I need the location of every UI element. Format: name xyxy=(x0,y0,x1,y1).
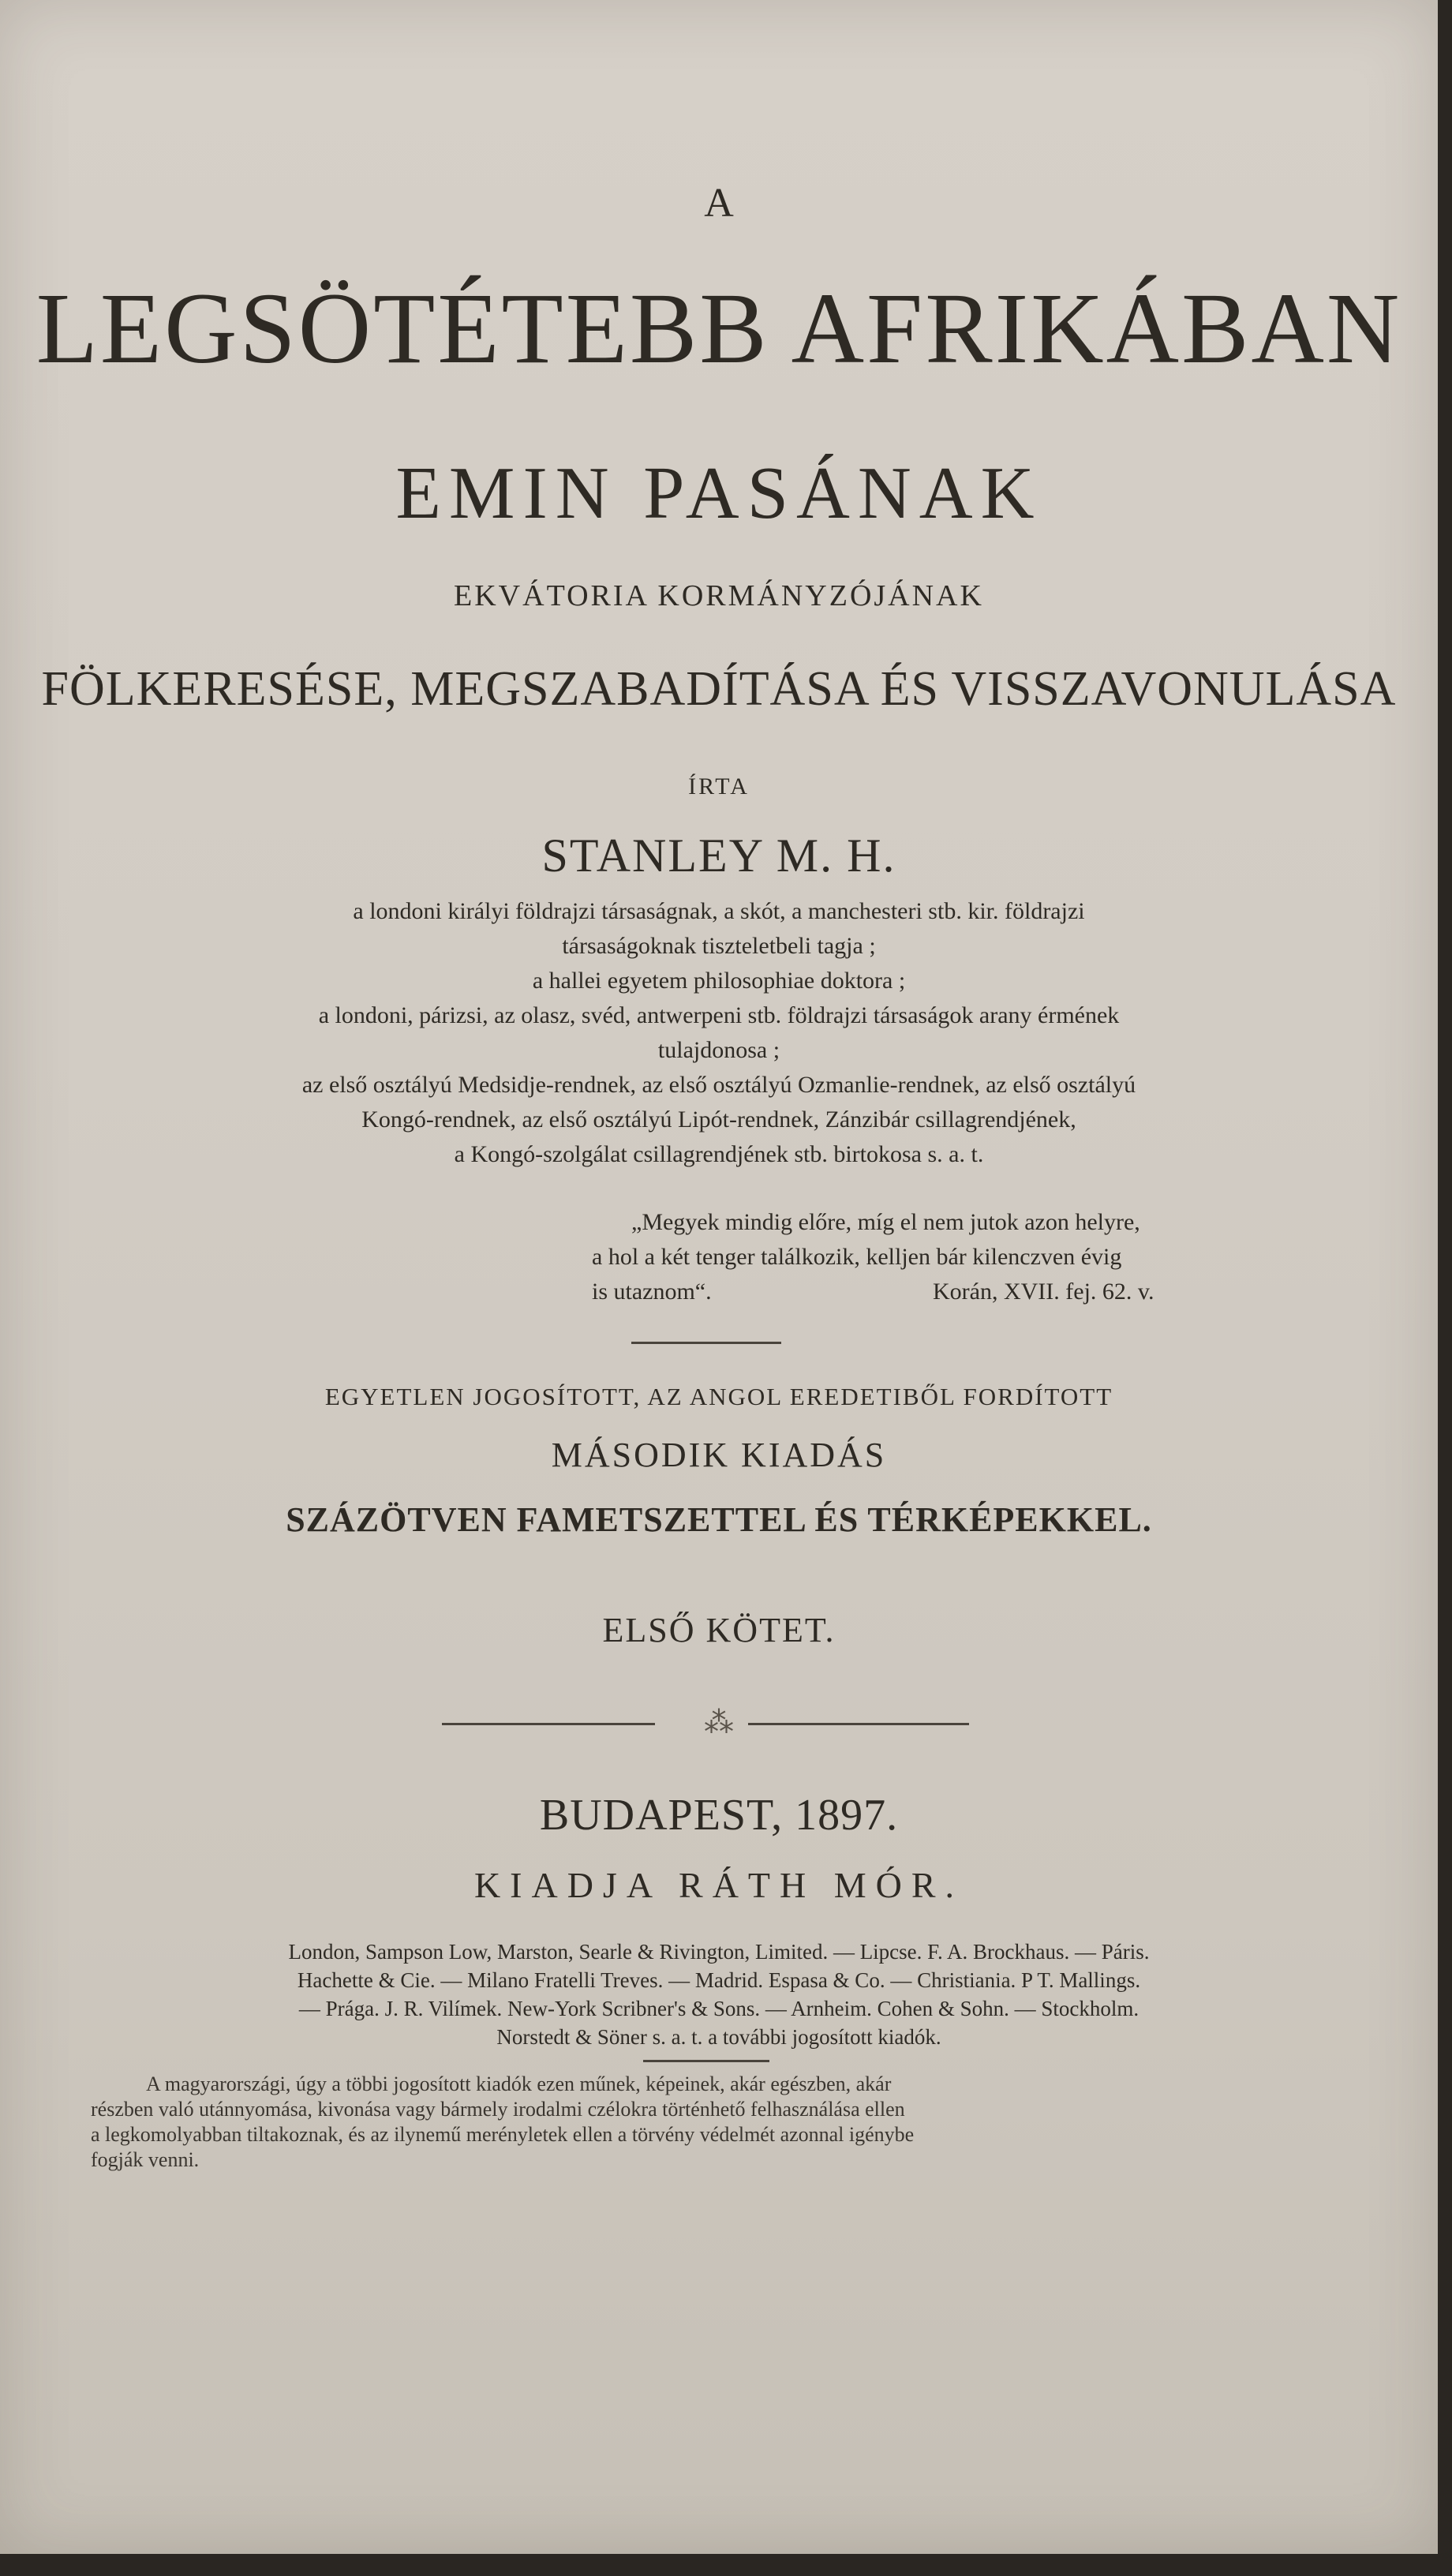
epigraph-source: Korán, XVII. fej. 62. v. xyxy=(933,1279,1154,1305)
epigraph xyxy=(592,1205,1342,1309)
theme-line: FÖLKERESÉSE, MEGSZABADÍTÁSA ÉS VISSZAVONULÁSA xyxy=(41,662,1397,716)
ornament-icon: ⁂ xyxy=(704,1706,734,1739)
epigraph-line: „Megyek mindig előre, míg el nem jutok azon helyre, xyxy=(631,1209,1140,1235)
distributor-line: Norstedt & Söner s. a. t. a további jogosított kiadók. xyxy=(496,2025,941,2049)
distributor-line: Hachette & Cie. — Milano Fratelli Treves. — Madrid. Espasa & Co. — Christiania. P T. Mallings. xyxy=(297,1968,1141,1992)
credential-line: Kongó-rendnek, az első osztályú Lipót-rendnek, Zánzibár csillagrendjének, xyxy=(361,1106,1076,1133)
credential-line: a londoni, párizsi, az olasz, svéd, antwerpeni stb. földrajzi társaságok arany érmének xyxy=(318,1002,1120,1028)
epigraph-last-row xyxy=(592,1275,1342,1309)
volume: ELSŐ KÖTET. xyxy=(602,1611,836,1649)
rights-notice-line: fogják venni. xyxy=(91,2148,200,2171)
epigraph-line: a hol a két tenger találkozik, kelljen bár kilenczven évig xyxy=(592,1244,1122,1270)
subtitle: EMIN PASÁNAK xyxy=(395,452,1042,534)
rights-notice-line: részben való utánnyomása, kivonása vagy bármely irodalmi czélokra történhető felhasználása ellen xyxy=(91,2098,905,2121)
rights-notice xyxy=(91,2072,1330,2173)
credential-line: a londoni királyi földrajzi társaságnak, a skót, a manchesteri stb. kir. földrajzi xyxy=(353,898,1085,924)
distributor-line: London, Sampson Low, Marston, Searle & Rivington, Limited. — Lipcse. F. A. Brockhaus. — Páris. xyxy=(288,1940,1150,1964)
credential-line: az első osztályú Medsidje-rendnek, az első osztályú Ozmanlie-rendnek, az első osztályú xyxy=(301,1072,1136,1098)
ornament-rule-right xyxy=(748,1723,969,1725)
title-article: A xyxy=(704,181,734,226)
credential-line: a hallei egyetem philosophiae doktora ; xyxy=(532,968,906,994)
rights-notice-line: A magyarországi, úgy a többi jogosított kiadók ezen műnek, képeinek, akár egészben, akár xyxy=(146,2072,892,2095)
publisher: KIADJA RÁTH MÓR. xyxy=(473,1865,964,1905)
edition: MÁSODIK KIADÁS xyxy=(551,1436,887,1474)
divider-rule xyxy=(631,1342,781,1344)
epigraph-line: is utaznom“. xyxy=(592,1279,712,1305)
main-title: LEGSÖTÉTEBB AFRIKÁBAN xyxy=(36,272,1402,384)
office-line: EKVÁTORIA KORMÁNYZÓJÁNAK xyxy=(454,579,984,612)
distributor-line: — Prága. J. R. Vilímek. New-York Scribner's & Sons. — Arnheim. Cohen & Sohn. — Stockholm. xyxy=(298,1997,1140,2020)
translation-note: EGYETLEN JOGOSÍTOTT, AZ ANGOL EREDETIBŐL FORDÍTOTT xyxy=(324,1383,1113,1410)
credential-line: a Kongó-szolgálat csillagrendjének stb. birtokosa s. a. t. xyxy=(454,1141,984,1167)
rights-notice-line: a legkomolyabban tiltakoznak, és az ilynemű merényletek ellen a törvény védelmét azonnal igénybe xyxy=(91,2123,915,2146)
author: STANLEY M. H. xyxy=(541,829,896,882)
notice-rule xyxy=(643,2060,769,2062)
place-year: BUDAPEST, 1897. xyxy=(539,1791,899,1840)
illustrations-note: SZÁZÖTVEN FAMETSZETTEL ÉS TÉRKÉPEKKEL. xyxy=(286,1500,1152,1539)
credential-line: társaságoknak tiszteletbeli tagja ; xyxy=(562,933,876,959)
credential-line: tulajdonosa ; xyxy=(657,1037,780,1063)
by-label: ÍRTA xyxy=(688,773,750,799)
